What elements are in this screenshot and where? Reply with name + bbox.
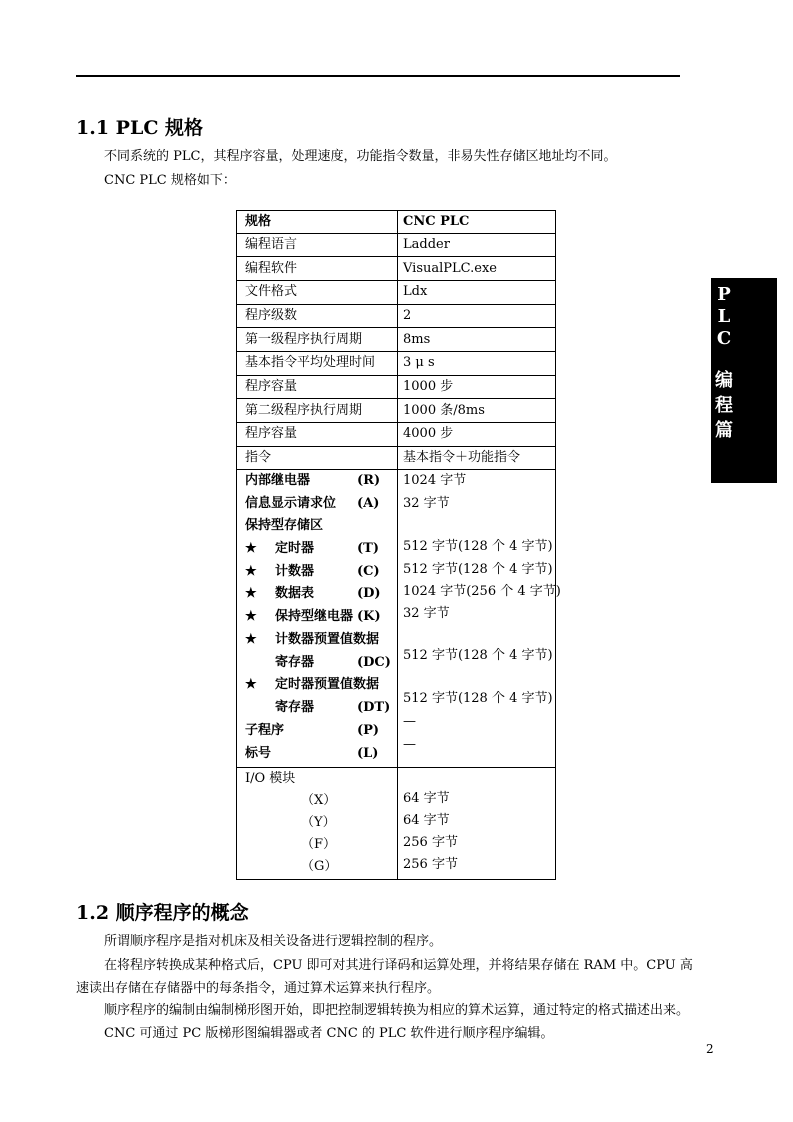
mem-value: — bbox=[403, 737, 416, 752]
row-value: 2 bbox=[403, 308, 412, 323]
table-row-divider bbox=[237, 280, 555, 281]
mem-value: 512 字节(128 个 4 字节) bbox=[403, 691, 553, 706]
io-code: （Y） bbox=[301, 815, 336, 830]
mem-value: 512 字节(128 个 4 字节) bbox=[403, 648, 553, 663]
mem-code: (P) bbox=[357, 723, 380, 738]
row-label: 编程软件 bbox=[245, 261, 298, 276]
mem-label-timer-preset-2: 寄存器 bbox=[275, 700, 315, 715]
mem-value: 512 字节(128 个 4 字节) bbox=[403, 562, 553, 577]
row-label: 第二级程序执行周期 bbox=[245, 403, 363, 418]
star-bullet: ★ bbox=[245, 632, 257, 647]
header-rule bbox=[76, 75, 680, 77]
row-label: 程序级数 bbox=[245, 308, 298, 323]
mem-value: 1024 字节 bbox=[403, 473, 467, 488]
table-row-divider bbox=[237, 233, 555, 234]
row-label: 编程语言 bbox=[245, 237, 298, 252]
io-value: 64 字节 bbox=[403, 791, 450, 806]
table-row-divider bbox=[237, 304, 555, 305]
row-label: 第一级程序执行周期 bbox=[245, 332, 363, 347]
mem-label-info-display: 信息显示请求位 bbox=[245, 496, 337, 511]
table-row-divider bbox=[237, 767, 555, 768]
side-tab-char: C bbox=[716, 328, 732, 349]
row-label: 基本指令平均处理时间 bbox=[245, 355, 376, 370]
star-bullet: ★ bbox=[245, 564, 257, 579]
section-1-paragraph-2: CNC PLC 规格如下： bbox=[104, 173, 236, 188]
mem-label-counter: 计数器 bbox=[275, 564, 315, 579]
io-code: （G） bbox=[301, 859, 338, 874]
mem-label-label-mark: 标号 bbox=[245, 746, 272, 761]
mem-label-counter-preset-2: 寄存器 bbox=[275, 655, 315, 670]
table-row-divider bbox=[237, 351, 555, 352]
side-tab-char: L bbox=[717, 306, 731, 327]
section-1-paragraph: 不同系统的 PLC，其程序容量，处理速度，功能指令数量，非易失性存储区地址均不同。 bbox=[104, 149, 617, 164]
side-tab-char: P bbox=[717, 284, 731, 305]
mem-code: (D) bbox=[357, 586, 381, 601]
table-column-divider bbox=[397, 211, 398, 879]
side-tab-char: 程 bbox=[715, 395, 733, 416]
row-value: VisualPLC.exe bbox=[403, 261, 497, 276]
table-row-divider bbox=[237, 375, 555, 376]
mem-label-internal-relay: 内部继电器 bbox=[245, 473, 311, 488]
section-2-paragraph: CNC 可通过 PC 版梯形图编辑器或者 CNC 的 PLC 软件进行顺序程序编辑。 bbox=[104, 1026, 554, 1041]
section-2-paragraph: 顺序程序的编制由编制梯形图开始，即把控制逻辑转换为相应的算术运算，通过特定的格式描述出来。 bbox=[104, 1003, 690, 1018]
section-2-paragraph: 速读出存储在存储器中的每条指令，通过算术运算来执行程序。 bbox=[76, 981, 441, 996]
side-tab-char: 编 bbox=[715, 370, 733, 391]
row-label: 指令 bbox=[245, 450, 272, 465]
io-code: （X） bbox=[301, 793, 337, 808]
mem-value: 32 字节 bbox=[403, 496, 450, 511]
mem-code: (A) bbox=[357, 496, 380, 511]
plc-spec-table bbox=[236, 210, 561, 880]
section-2-paragraph: 在将程序转换成某种格式后，CPU 即可对其进行译码和运算处理，并将结果存储在 RAM 中。CPU 高 bbox=[104, 958, 693, 973]
mem-label-retain-area: 保持型存储区 bbox=[245, 518, 324, 533]
table-row-divider bbox=[237, 469, 555, 470]
row-label: 文件格式 bbox=[245, 284, 298, 299]
mem-label-timer: 定时器 bbox=[275, 541, 315, 556]
chapter-side-tab bbox=[711, 278, 777, 483]
header-spec-label: 规格 bbox=[245, 214, 272, 229]
io-value: 256 字节 bbox=[403, 857, 458, 872]
table-row-divider bbox=[237, 327, 555, 328]
mem-code: (DC) bbox=[357, 655, 391, 670]
row-label: 程序容量 bbox=[245, 426, 298, 441]
star-bullet: ★ bbox=[245, 609, 257, 624]
star-bullet: ★ bbox=[245, 677, 257, 692]
mem-value: — bbox=[403, 714, 416, 729]
mem-label-timer-preset: 定时器预置值数据 bbox=[275, 677, 380, 692]
side-tab-char: 篇 bbox=[715, 420, 733, 441]
mem-code: (T) bbox=[357, 541, 379, 556]
mem-code: (C) bbox=[357, 564, 380, 579]
mem-value: 1024 字节(256 个 4 字节) bbox=[403, 584, 561, 599]
row-value: Ldx bbox=[403, 284, 428, 299]
page-number: 2 bbox=[706, 1042, 714, 1056]
star-bullet: ★ bbox=[245, 541, 257, 556]
row-value: Ladder bbox=[403, 237, 450, 252]
io-code: （F） bbox=[301, 837, 337, 852]
table-row-divider bbox=[237, 256, 555, 257]
row-value: 4000 步 bbox=[403, 426, 454, 441]
section-2-title: 1.2 顺序程序的概念 bbox=[76, 902, 249, 924]
io-value: 256 字节 bbox=[403, 835, 458, 850]
io-module-title: I/O 模块 bbox=[245, 771, 296, 786]
mem-value: 512 字节(128 个 4 字节) bbox=[403, 539, 553, 554]
header-cnc-plc: CNC PLC bbox=[403, 214, 470, 229]
section-1-title: 1.1 PLC 规格 bbox=[76, 117, 204, 139]
mem-label-data-table: 数据表 bbox=[275, 586, 315, 601]
row-value: 8ms bbox=[403, 332, 431, 347]
star-bullet: ★ bbox=[245, 586, 257, 601]
mem-label-retain-relay: 保持型继电器 bbox=[275, 609, 354, 624]
table-row-divider bbox=[237, 446, 555, 447]
table-row-divider bbox=[237, 422, 555, 423]
table-row-divider bbox=[237, 398, 555, 399]
mem-code: (R) bbox=[357, 473, 381, 488]
io-value: 64 字节 bbox=[403, 813, 450, 828]
row-label: 程序容量 bbox=[245, 379, 298, 394]
mem-label-subroutine: 子程序 bbox=[245, 723, 285, 738]
mem-code: (K) bbox=[357, 609, 381, 624]
mem-code: (L) bbox=[357, 746, 379, 761]
mem-label-counter-preset: 计数器预置值数据 bbox=[275, 632, 380, 647]
section-2-paragraph: 所谓顺序程序是指对机床及相关设备进行逻辑控制的程序。 bbox=[104, 934, 443, 949]
row-value: 1000 步 bbox=[403, 379, 454, 394]
mem-code: (DT) bbox=[357, 700, 391, 715]
row-value: 1000 条/8ms bbox=[403, 403, 485, 418]
row-value: 3 μ s bbox=[403, 355, 435, 370]
row-value: 基本指令＋功能指令 bbox=[403, 450, 521, 465]
mem-value: 32 字节 bbox=[403, 606, 450, 621]
